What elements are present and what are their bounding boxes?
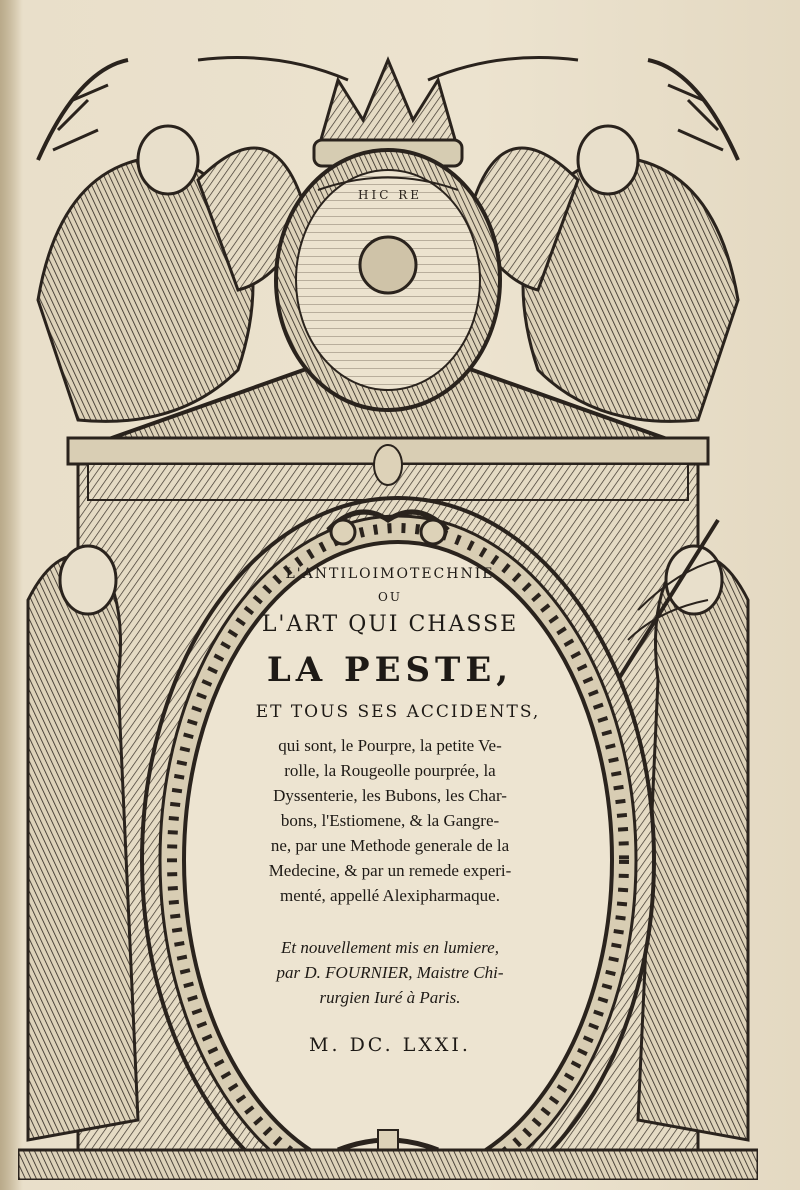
body-line: ne, par une Methode generale de la [270, 836, 510, 855]
body-line: bons, l'Estiomene, & la Gangre- [280, 811, 500, 830]
body-line: qui sont, le Pourpre, la petite Ve- [278, 736, 502, 755]
credit-line: rurgien Iuré à Paris. [319, 988, 461, 1007]
title-line-art-qui-chasse: L'ART QUI CHASSE [261, 612, 519, 637]
publication-date: M. DC. LXXI. [309, 1034, 471, 1056]
credit-line: Et nouvellement mis en lumiere, [281, 938, 499, 957]
body-line: rolle, la Rougeolle pourprée, la [284, 761, 496, 780]
body-line: Dyssenterie, les Bubons, les Char- [273, 786, 507, 805]
title-line-la-peste: LA PESTE, [266, 650, 514, 690]
title-line-ou: OU [378, 590, 402, 604]
body-line: Medecine, & par un remede experi- [268, 861, 512, 880]
title-line-accidents: ET TOUS SES ACCIDENTS, [255, 702, 541, 722]
title-cartouche [180, 560, 600, 1080]
body-line: menté, appellé Alexipharmaque. [280, 886, 500, 905]
credit-line: par D. FOURNIER, Maistre Chi- [276, 963, 504, 982]
title-line-antiloimotechnie: L'ANTILOIMOTECHNIE [285, 566, 495, 582]
medallion-banner: HIC RE [358, 188, 422, 202]
